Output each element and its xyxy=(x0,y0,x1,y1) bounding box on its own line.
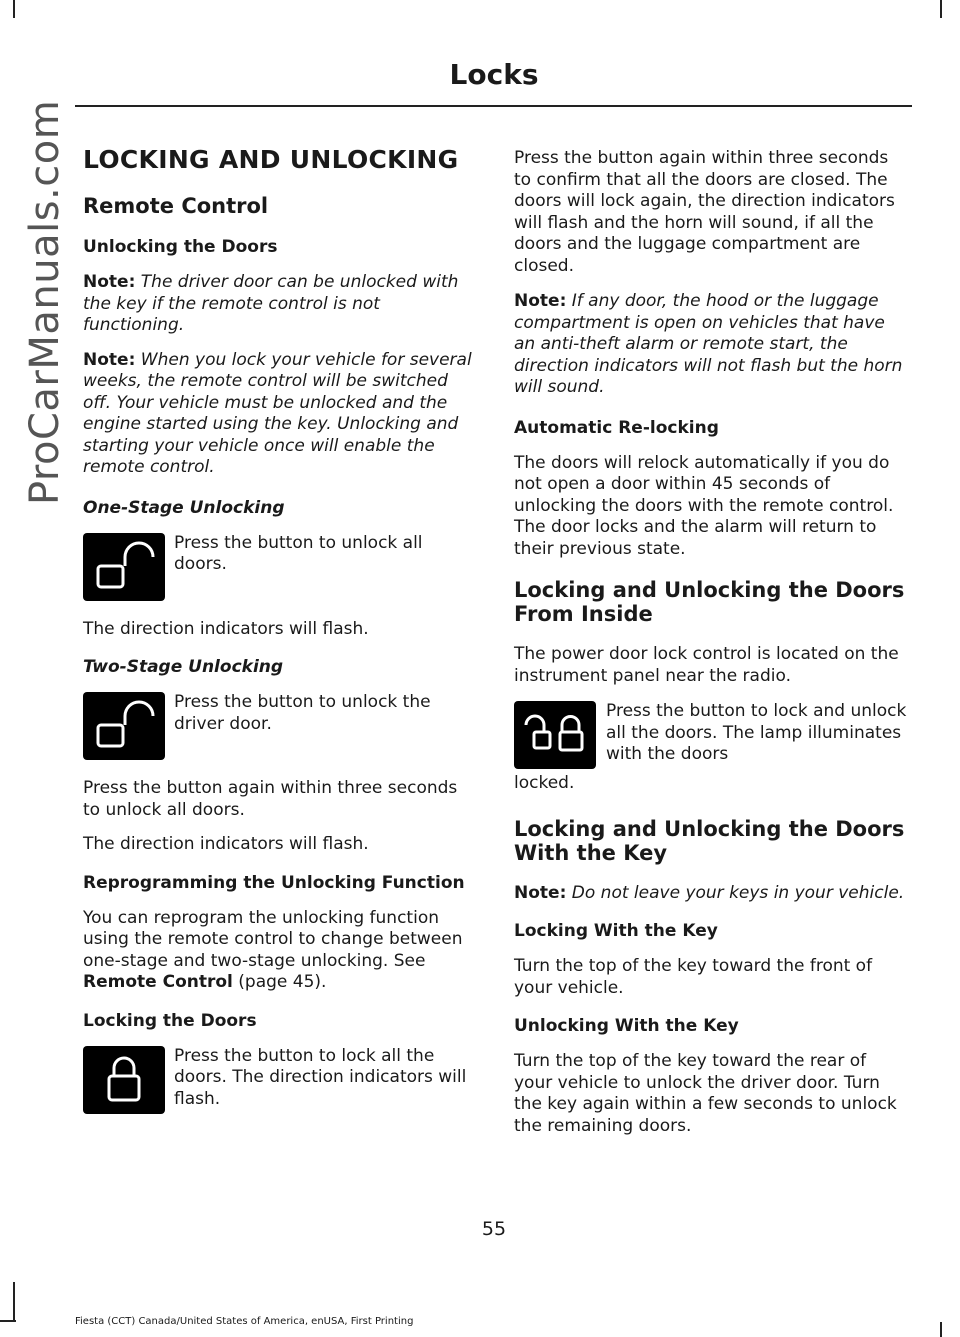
left-column xyxy=(83,145,475,1134)
cross-reference-link[interactable]: Remote Control xyxy=(83,972,233,992)
footer-text: Fiesta (CCT) Canada/United States of America, enUSA, First Printing xyxy=(75,1316,414,1327)
note xyxy=(514,883,908,905)
topic-heading: Unlocking the Doors xyxy=(83,237,278,257)
page-header-title: Locks xyxy=(449,58,539,91)
note-label: Note: xyxy=(514,291,567,311)
crop-mark xyxy=(940,1322,942,1337)
note-text: If any door, the hood or the luggage compartment is open on vehicles that have an anti-theft alarm or remote start, the direction indicators will not flash but the horn will sound. xyxy=(514,291,903,397)
body-text: Press the button again within three seconds to unlock all doors. xyxy=(83,778,458,820)
right-column xyxy=(514,148,908,1150)
unlocked-padlock-icon xyxy=(83,533,165,601)
note-text: Do not leave your keys in your vehicle. xyxy=(571,882,905,903)
topic-heading: Two-Stage Unlocking xyxy=(83,657,284,677)
locked-padlock-icon xyxy=(83,1046,165,1114)
body-text: Press the button to lock all the doors. The direction indicators will flash. xyxy=(174,1045,467,1109)
topic-heading: Automatic Re-locking xyxy=(514,417,719,438)
note-text: When you lock your vehicle for several weeks, the remote control will be switched off. Your vehicle must be unlocked and the engine started using the key. Unlocking and starting your vehicle once will enable the remote control. xyxy=(83,349,472,477)
topic-heading: Unlocking With the Key xyxy=(514,1016,739,1036)
page-number: 55 xyxy=(481,1218,507,1240)
crop-mark xyxy=(940,0,942,18)
note xyxy=(83,272,475,337)
watermark: ProCarManuals.com xyxy=(22,99,68,505)
page-reference: (page 45). xyxy=(238,972,327,992)
header-rule xyxy=(75,105,912,107)
note-label: Note: xyxy=(83,272,136,292)
note-label: Note: xyxy=(83,349,136,370)
icon-row xyxy=(514,701,908,773)
note xyxy=(514,291,908,399)
body-text: Press the button again within three seconds to confirm that all the doors are closed. The doors will lock again, the direction indicators will flash and the horn will sound, if all the doors and the luggage compartment are closed. xyxy=(514,148,895,276)
topic-heading: Reprogramming the Unlocking Function xyxy=(83,872,465,893)
unlocked-padlock-icon xyxy=(83,692,165,760)
lock-unlock-toggle-icon xyxy=(514,701,596,769)
crop-mark xyxy=(13,0,15,18)
section-heading: LOCKING AND UNLOCKING xyxy=(83,145,459,174)
topic-heading: Locking With the Key xyxy=(514,921,718,941)
body-text: Press the button to unlock all doors. xyxy=(174,532,423,574)
body-text: Turn the top of the key toward the front of your vehicle. xyxy=(514,956,873,998)
body-text: The doors will relock automatically if you do not open a door within 45 seconds of unlocking the doors with the remote control. The door locks and the alarm will return to their previous state. xyxy=(514,452,894,559)
body-text: The direction indicators will flash. xyxy=(83,834,369,854)
crop-mark xyxy=(13,1282,15,1322)
body-text: Press the button to lock and unlock all the doors. The lamp illuminates with the doors xyxy=(606,701,907,764)
body-text: Turn the top of the key toward the rear of your vehicle to unlock the driver door. Turn the key again within a few seconds to unlock the remaining doors. xyxy=(514,1051,897,1136)
subsection-heading: Locking and Unlocking the Doors From Inside xyxy=(514,578,905,626)
icon-row xyxy=(83,1046,475,1118)
reprogram-text: You can reprogram the unlocking function using the remote control to change between one-stage and two-stage unlocking. See xyxy=(83,907,463,971)
topic-heading: Locking the Doors xyxy=(83,1010,257,1031)
note-text: The driver door can be unlocked with the key if the remote control is not functioning. xyxy=(83,272,459,335)
note xyxy=(83,350,475,479)
subsection-heading: Remote Control xyxy=(83,194,269,218)
note-label: Note: xyxy=(514,882,567,903)
body-text: The direction indicators will flash. xyxy=(83,618,369,639)
icon-row xyxy=(83,533,475,605)
body-text: The power door lock control is located on the instrument panel near the radio. xyxy=(514,644,899,686)
icon-row xyxy=(83,692,475,764)
body-text: locked. xyxy=(514,773,575,793)
body-text xyxy=(83,908,475,994)
body-text: Press the button to unlock the driver door. xyxy=(174,692,431,734)
subsection-heading: Locking and Unlocking the Doors With the Key xyxy=(514,816,905,865)
crop-mark xyxy=(0,1320,16,1322)
topic-heading: One-Stage Unlocking xyxy=(83,497,285,518)
